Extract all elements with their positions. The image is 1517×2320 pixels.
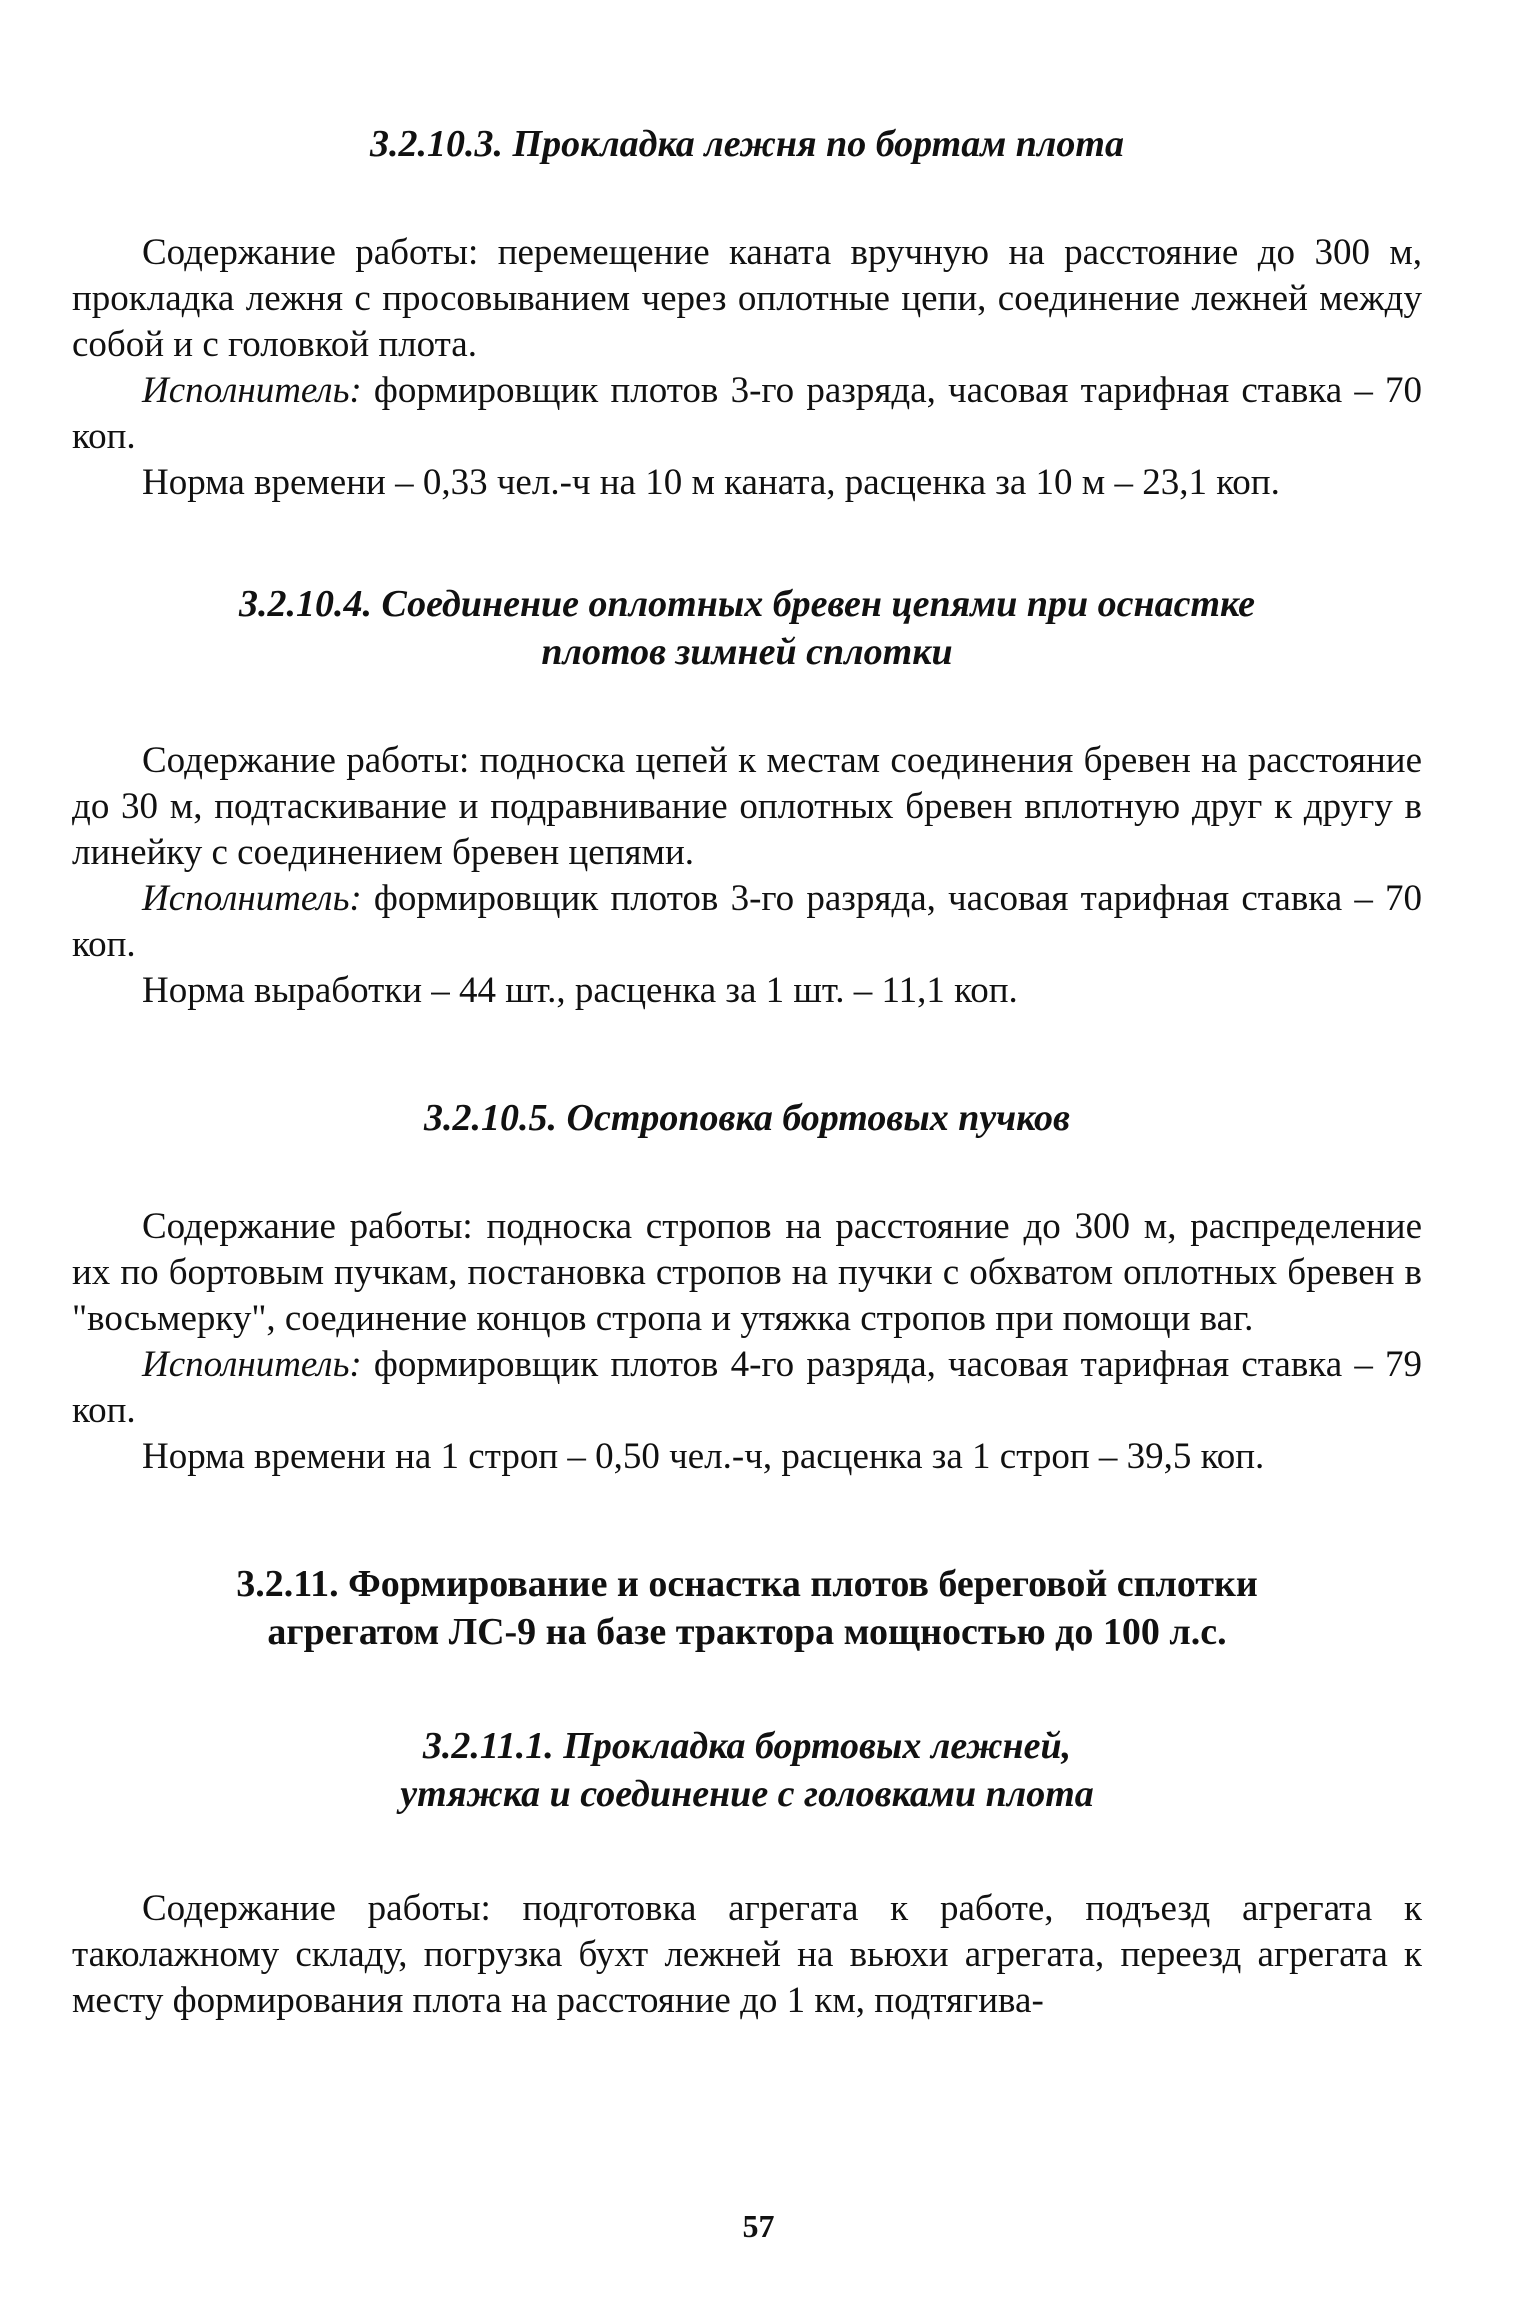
section-heading <box>72 1094 1422 1142</box>
executor-text: формировщик плотов 4-го разряда, часовая тарифная ставка – 79 коп. <box>72 1344 1422 1431</box>
executor-paragraph <box>72 876 1422 968</box>
section-heading-line: 3.2.11.1. Прокладка бортовых лежней, <box>422 1725 1072 1767</box>
work-content-paragraph: Содержание работы: подготовка агрегата к работе, подъезд агрегата к таколажному складу, погрузка бухт лежней на вьюхи агрегата, переезд агрегата к месту формирования плота на расстояние до 1 км, подтягива- <box>72 1888 1422 2021</box>
section-heading-line: 3.2.10.4. Соединение оплотных бревен цепями при оснастке <box>238 583 1256 625</box>
work-content-paragraph: Содержание работы: перемещение каната вручную на расстояние до 300 м, прокладка лежня с просовыванием через оплотные цепи, соединение лежней между собой и с головкой плота. <box>72 232 1422 365</box>
work-content-paragraph: Содержание работы: подноска стропов на расстояние до 300 м, распределение их по бортовым пучкам, постановка стропов на пучки с обхватом оплотных бревен в "восьмерку", соединение концов стропа и утяжка стропов при помощи ваг. <box>72 1206 1422 1339</box>
document-page <box>72 120 1422 2024</box>
executor-text: формировщик плотов 3-го разряда, часовая тарифная ставка – 70 коп. <box>72 878 1422 965</box>
section-heading-line: 3.2.10.3. Прокладка лежня по бортам плота <box>370 123 1124 165</box>
main-section-heading <box>72 1560 1422 1656</box>
norm-paragraph: Норма времени – 0,33 чел.-ч на 10 м каната, расценка за 10 м – 23,1 коп. <box>142 462 1280 503</box>
executor-label: Исполнитель: <box>142 1344 362 1385</box>
executor-label: Исполнитель: <box>142 878 362 919</box>
main-heading-line: 3.2.11. Формирование и оснастка плотов береговой сплотки <box>236 1563 1258 1605</box>
executor-label: Исполнитель: <box>142 370 362 411</box>
section-heading-line: утяжка и соединение с головками плота <box>400 1773 1094 1815</box>
page-number: 57 <box>742 2208 775 2244</box>
executor-paragraph <box>72 1342 1422 1434</box>
main-heading-line: агрегатом ЛС-9 на базе трактора мощностью до 100 л.с. <box>267 1611 1227 1653</box>
norm-paragraph: Норма выработки – 44 шт., расценка за 1 шт. – 11,1 коп. <box>142 970 1018 1011</box>
section-heading-line: 3.2.10.5. Остроповка бортовых пучков <box>424 1097 1070 1139</box>
section-heading-line: плотов зимней сплотки <box>541 631 953 673</box>
work-content-paragraph: Содержание работы: подноска цепей к местам соединения бревен на расстояние до 30 м, подтаскивание и подравнивание оплотных бревен вплотную друг к другу в линейку с соединением бревен цепями. <box>72 740 1422 873</box>
section-heading <box>72 120 1422 168</box>
section-heading <box>72 580 1422 676</box>
section-heading <box>72 1722 1422 1818</box>
norm-paragraph: Норма времени на 1 строп – 0,50 чел.-ч, расценка за 1 строп – 39,5 коп. <box>142 1436 1265 1477</box>
executor-paragraph <box>72 368 1422 460</box>
executor-text: формировщик плотов 3-го разряда, часовая тарифная ставка – 70 коп. <box>72 370 1422 457</box>
